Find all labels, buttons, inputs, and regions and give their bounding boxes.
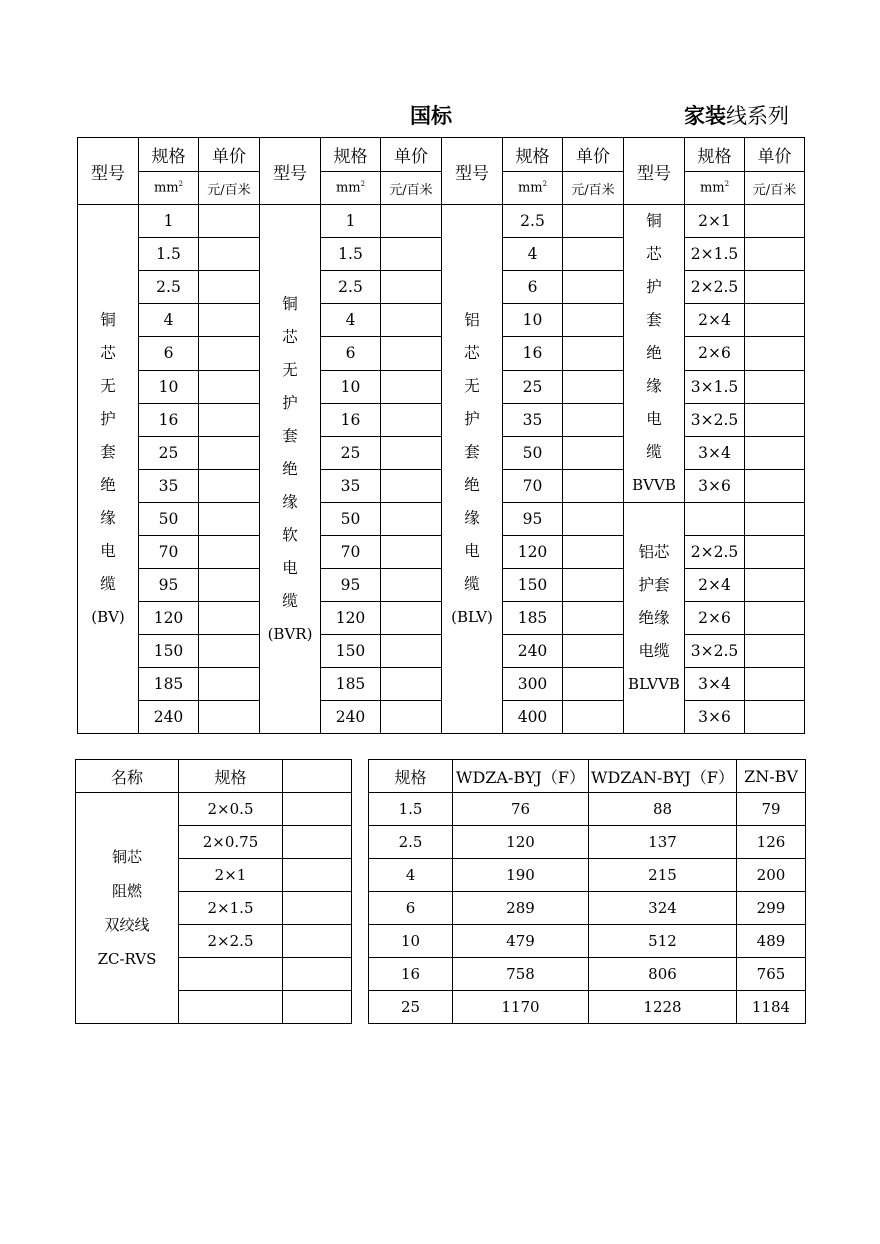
spec-cell: 6 — [321, 337, 381, 370]
price-cell — [745, 469, 805, 502]
type-char: 缘 — [282, 492, 298, 511]
type-char: 护 — [100, 410, 116, 428]
type-char: 软 — [282, 525, 298, 544]
spec-cell: 16 — [139, 403, 199, 436]
value-cell: 120 — [453, 826, 589, 859]
type-cell — [624, 503, 685, 734]
spec-cell: 3×4 — [685, 436, 745, 469]
spec-cell: 10 — [369, 925, 453, 958]
type-char: 电 — [646, 410, 662, 428]
type-char: 阻燃 — [111, 882, 142, 900]
type-char: 电 — [282, 558, 298, 577]
spec-cell: 4 — [139, 304, 199, 337]
page-title-right-bold: 家装 — [684, 104, 726, 128]
type-char: 缘 — [464, 509, 480, 527]
value-cell: 289 — [453, 892, 589, 925]
spec-cell: 2×6 — [685, 602, 745, 635]
spec-cell: 2×0.5 — [179, 793, 283, 826]
price-cell — [745, 238, 805, 271]
price-cell — [745, 536, 805, 569]
spec-cell: 95 — [503, 503, 563, 536]
separator-column — [352, 760, 369, 1024]
type-char: 护 — [464, 410, 480, 428]
price-cell — [745, 635, 805, 668]
value-cell: 299 — [737, 892, 806, 925]
value-cell: 126 — [737, 826, 806, 859]
spec-cell: 4 — [321, 304, 381, 337]
type-char: 绝 — [464, 476, 480, 494]
unit-superscript: 2 — [542, 180, 548, 189]
price-cell — [563, 271, 624, 304]
unit-superscript: 2 — [724, 180, 730, 189]
price-cell — [745, 271, 805, 304]
spec-cell: 25 — [503, 370, 563, 403]
price-cell — [563, 668, 624, 701]
spec-cell: 2×0.75 — [179, 826, 283, 859]
price-unit: 元/百米 — [199, 172, 260, 205]
spec-cell: 300 — [503, 668, 563, 701]
price-cell — [745, 602, 805, 635]
type-char: 绝缘 — [638, 608, 670, 627]
type-char: 护套 — [638, 575, 670, 594]
price-cell — [283, 793, 352, 826]
spec-cell: 70 — [139, 536, 199, 569]
price-cell — [199, 271, 260, 304]
spec-cell: 2.5 — [139, 271, 199, 304]
spec-cell: 240 — [503, 635, 563, 668]
table-row — [78, 436, 805, 469]
type-header: 型号 — [260, 138, 321, 205]
price-cell — [381, 701, 442, 734]
spec-cell: 25 — [321, 436, 381, 469]
type-char: 套 — [646, 311, 662, 329]
page-title-right-rest: 线系列 — [726, 104, 789, 128]
spec-cell: 1 — [139, 205, 199, 238]
value-cell: 324 — [589, 892, 737, 925]
spec-cell: 150 — [321, 635, 381, 668]
spec-cell: 10 — [321, 370, 381, 403]
spec-cell: 120 — [321, 602, 381, 635]
spec-unit — [685, 172, 745, 205]
price-cell — [199, 602, 260, 635]
table-row — [76, 793, 806, 826]
table-row — [76, 892, 806, 925]
type-char: 缆 — [282, 591, 298, 610]
unit-mm: mm — [335, 180, 361, 196]
price-header: 单价 — [381, 138, 442, 172]
product-name-cell — [76, 793, 179, 1024]
price-cell — [563, 569, 624, 602]
price-unit: 元/百米 — [381, 172, 442, 205]
value-cell: 137 — [589, 826, 737, 859]
spec-cell: 2×1 — [685, 205, 745, 238]
price-cell — [563, 536, 624, 569]
type-char: 绝 — [646, 344, 662, 362]
table-row — [78, 701, 805, 734]
value-cell: 215 — [589, 859, 737, 892]
spec-cell — [179, 958, 283, 991]
spec-cell: 2×6 — [685, 337, 745, 370]
price-cell — [381, 569, 442, 602]
table-row — [78, 337, 805, 370]
spec-cell: 3×1.5 — [685, 370, 745, 403]
price-cell — [745, 337, 805, 370]
spec-cell: 3×4 — [685, 668, 745, 701]
price-cell — [199, 635, 260, 668]
price-cell — [199, 238, 260, 271]
price-cell — [199, 436, 260, 469]
spec-cell: 2×1.5 — [179, 892, 283, 925]
spec-cell: 35 — [321, 469, 381, 502]
price-cell — [745, 403, 805, 436]
type-header: 型号 — [442, 138, 503, 205]
value-cell: 1184 — [737, 991, 806, 1024]
spec-cell: 70 — [321, 536, 381, 569]
price-header: 单价 — [563, 138, 624, 172]
value-cell: 479 — [453, 925, 589, 958]
price-cell — [563, 436, 624, 469]
value-cell: 758 — [453, 958, 589, 991]
spec-cell: 16 — [321, 403, 381, 436]
spec-cell: 95 — [139, 569, 199, 602]
spec-cell — [179, 991, 283, 1024]
price-cell — [745, 503, 805, 536]
price-cell — [283, 892, 352, 925]
table-row — [78, 536, 805, 569]
spec-header: 规格 — [139, 138, 199, 172]
spec-header: 规格 — [503, 138, 563, 172]
type-char: 电缆 — [638, 641, 670, 660]
spec-header: 规格 — [179, 760, 283, 793]
unit-mm: mm — [699, 180, 725, 196]
spec-cell: 25 — [139, 436, 199, 469]
type-char: 芯 — [646, 245, 662, 263]
main-price-table — [77, 137, 805, 734]
spec-cell: 120 — [139, 602, 199, 635]
table-row — [76, 991, 806, 1024]
price-cell — [381, 205, 442, 238]
value-cell: 489 — [737, 925, 806, 958]
price-cell — [283, 826, 352, 859]
type-char: 缆 — [100, 575, 116, 593]
price-cell — [381, 304, 442, 337]
spec-cell: 25 — [369, 991, 453, 1024]
price-cell — [745, 701, 805, 734]
spec-cell: 35 — [139, 469, 199, 502]
price-cell — [563, 701, 624, 734]
value-cell: 200 — [737, 859, 806, 892]
blank-header — [283, 760, 352, 793]
value-cell: 79 — [737, 793, 806, 826]
type-char: 缘 — [100, 509, 116, 527]
spec-cell: 2×1 — [179, 859, 283, 892]
model-header: WDZAN-BYJ（F） — [589, 760, 737, 793]
price-cell — [563, 337, 624, 370]
price-cell — [745, 569, 805, 602]
value-cell: 190 — [453, 859, 589, 892]
spec-cell: 400 — [503, 701, 563, 734]
price-cell — [563, 238, 624, 271]
price-cell — [199, 569, 260, 602]
type-cell — [260, 205, 321, 734]
type-char: 双绞线 — [104, 916, 150, 934]
spec-cell: 1.5 — [321, 238, 381, 271]
spec-cell: 1.5 — [139, 238, 199, 271]
page-title-right — [684, 100, 789, 130]
price-cell — [381, 602, 442, 635]
price-cell — [563, 602, 624, 635]
spec-cell: 3×2.5 — [685, 635, 745, 668]
spec-cell: 10 — [503, 304, 563, 337]
price-header: 单价 — [745, 138, 805, 172]
value-cell: 88 — [589, 793, 737, 826]
type-char: 无 — [100, 377, 116, 395]
value-cell: 1170 — [453, 991, 589, 1024]
table-row — [78, 238, 805, 271]
price-cell — [199, 205, 260, 238]
type-char: 铜 — [282, 294, 298, 313]
unit-mm: mm — [153, 180, 179, 196]
type-char: 绝 — [282, 459, 298, 478]
spec-unit — [503, 172, 563, 205]
unit-superscript: 2 — [178, 180, 184, 189]
spec-cell: 240 — [139, 701, 199, 734]
type-char: BLVVB — [628, 674, 680, 693]
type-char: 铜 — [646, 212, 662, 230]
price-cell — [381, 469, 442, 502]
price-cell — [563, 635, 624, 668]
type-char: (BV) — [91, 608, 125, 626]
table-row — [78, 668, 805, 701]
unit-superscript: 2 — [360, 180, 366, 189]
spec-cell: 2×2.5 — [685, 536, 745, 569]
type-char: 芯 — [100, 344, 116, 362]
price-cell — [381, 668, 442, 701]
table-row — [76, 958, 806, 991]
type-char: 电 — [100, 542, 116, 560]
type-char: 缘 — [646, 377, 662, 395]
price-cell — [563, 503, 624, 536]
type-char: 铜芯 — [111, 848, 142, 866]
spec-cell: 4 — [503, 238, 563, 271]
price-cell — [745, 205, 805, 238]
type-char: BVVB — [632, 476, 676, 494]
spec-unit — [321, 172, 381, 205]
spec-cell: 16 — [369, 958, 453, 991]
spec-cell: 2.5 — [321, 271, 381, 304]
price-cell — [283, 958, 352, 991]
spec-cell: 150 — [503, 569, 563, 602]
name-header: 名称 — [76, 760, 179, 793]
table-row — [78, 271, 805, 304]
price-cell — [381, 337, 442, 370]
price-cell — [745, 436, 805, 469]
price-unit: 元/百米 — [745, 172, 805, 205]
type-char: 铝芯 — [638, 542, 670, 561]
price-cell — [199, 668, 260, 701]
spec-header: 规格 — [321, 138, 381, 172]
type-char: 无 — [464, 377, 480, 395]
price-cell — [381, 436, 442, 469]
price-cell — [283, 925, 352, 958]
value-cell: 765 — [737, 958, 806, 991]
spec-cell: 4 — [369, 859, 453, 892]
type-cell — [624, 205, 685, 503]
type-char: (BLV) — [451, 608, 493, 626]
spec-cell: 16 — [503, 337, 563, 370]
spec-cell: 50 — [321, 503, 381, 536]
spec-cell: 2.5 — [503, 205, 563, 238]
price-cell — [563, 205, 624, 238]
type-char: 护 — [646, 278, 662, 296]
spec-cell: 150 — [139, 635, 199, 668]
type-header: 型号 — [624, 138, 685, 205]
spec-cell: 2×2.5 — [685, 271, 745, 304]
table-row — [78, 469, 805, 502]
table-row — [78, 635, 805, 668]
spec-cell: 50 — [503, 436, 563, 469]
spec-unit — [139, 172, 199, 205]
price-cell — [745, 668, 805, 701]
spec-cell: 6 — [369, 892, 453, 925]
page-title-left: 国标 — [410, 104, 452, 128]
type-char: 套 — [282, 426, 298, 445]
spec-cell: 120 — [503, 536, 563, 569]
type-char: (BVR) — [267, 624, 313, 643]
table-row — [78, 370, 805, 403]
value-cell: 806 — [589, 958, 737, 991]
type-char: 铜 — [100, 311, 116, 329]
type-char: 铝 — [464, 311, 480, 329]
spec-cell: 1 — [321, 205, 381, 238]
table-row — [78, 503, 805, 536]
price-cell — [199, 469, 260, 502]
spec-cell: 10 — [139, 370, 199, 403]
sub-price-table — [75, 759, 806, 1024]
table-row — [76, 925, 806, 958]
spec-cell: 3×6 — [685, 469, 745, 502]
price-cell — [745, 304, 805, 337]
spec-cell: 2×2.5 — [179, 925, 283, 958]
unit-mm: mm — [517, 180, 543, 196]
price-cell — [283, 859, 352, 892]
price-cell — [199, 536, 260, 569]
price-cell — [199, 403, 260, 436]
spec-cell: 185 — [139, 668, 199, 701]
type-char: 套 — [100, 443, 116, 461]
spec-cell: 95 — [321, 569, 381, 602]
spec-cell: 185 — [321, 668, 381, 701]
table-row — [78, 205, 805, 238]
price-cell — [381, 635, 442, 668]
value-cell: 1228 — [589, 991, 737, 1024]
price-unit: 元/百米 — [563, 172, 624, 205]
type-char: 缆 — [646, 443, 662, 461]
price-cell — [381, 271, 442, 304]
price-cell — [381, 370, 442, 403]
spec-cell: 3×2.5 — [685, 403, 745, 436]
value-cell: 76 — [453, 793, 589, 826]
type-char: 缆 — [464, 575, 480, 593]
price-cell — [199, 370, 260, 403]
price-header: 单价 — [199, 138, 260, 172]
table-row — [78, 602, 805, 635]
type-char: 电 — [464, 542, 480, 560]
type-cell — [442, 205, 503, 734]
spec-cell: 6 — [503, 271, 563, 304]
table-row — [78, 304, 805, 337]
type-header: 型号 — [78, 138, 139, 205]
type-char: 套 — [464, 443, 480, 461]
price-cell — [381, 536, 442, 569]
spec-header: 规格 — [685, 138, 745, 172]
value-cell: 512 — [589, 925, 737, 958]
spec-cell: 6 — [139, 337, 199, 370]
spec-cell: 2.5 — [369, 826, 453, 859]
spec-cell: 70 — [503, 469, 563, 502]
spec-cell: 35 — [503, 403, 563, 436]
spec-cell: 2×4 — [685, 304, 745, 337]
price-cell — [199, 503, 260, 536]
price-cell — [563, 469, 624, 502]
price-cell — [199, 701, 260, 734]
spec-cell — [685, 503, 745, 536]
price-cell — [381, 403, 442, 436]
table-row — [78, 569, 805, 602]
price-cell — [745, 370, 805, 403]
spec-cell: 2×1.5 — [685, 238, 745, 271]
spec-cell: 3×6 — [685, 701, 745, 734]
table-row — [78, 403, 805, 436]
model-header: ZN-BV — [737, 760, 806, 793]
table-row — [76, 859, 806, 892]
spec-cell: 2×4 — [685, 569, 745, 602]
spec-cell: 1.5 — [369, 793, 453, 826]
type-char: 护 — [282, 393, 298, 412]
price-cell — [283, 991, 352, 1024]
price-cell — [563, 370, 624, 403]
type-char: 芯 — [464, 344, 480, 362]
type-char: 芯 — [282, 327, 298, 346]
type-char: ZC-RVS — [97, 950, 157, 968]
model-header: WDZA-BYJ（F） — [453, 760, 589, 793]
spec-cell: 240 — [321, 701, 381, 734]
price-cell — [381, 238, 442, 271]
price-cell — [199, 304, 260, 337]
price-cell — [381, 503, 442, 536]
spec-cell: 50 — [139, 503, 199, 536]
price-cell — [563, 304, 624, 337]
type-char: 绝 — [100, 476, 116, 494]
type-char: 无 — [282, 360, 298, 379]
table-row — [76, 826, 806, 859]
price-cell — [199, 337, 260, 370]
spec-header: 规格 — [369, 760, 453, 793]
type-cell — [78, 205, 139, 734]
spec-cell: 185 — [503, 602, 563, 635]
price-cell — [563, 403, 624, 436]
